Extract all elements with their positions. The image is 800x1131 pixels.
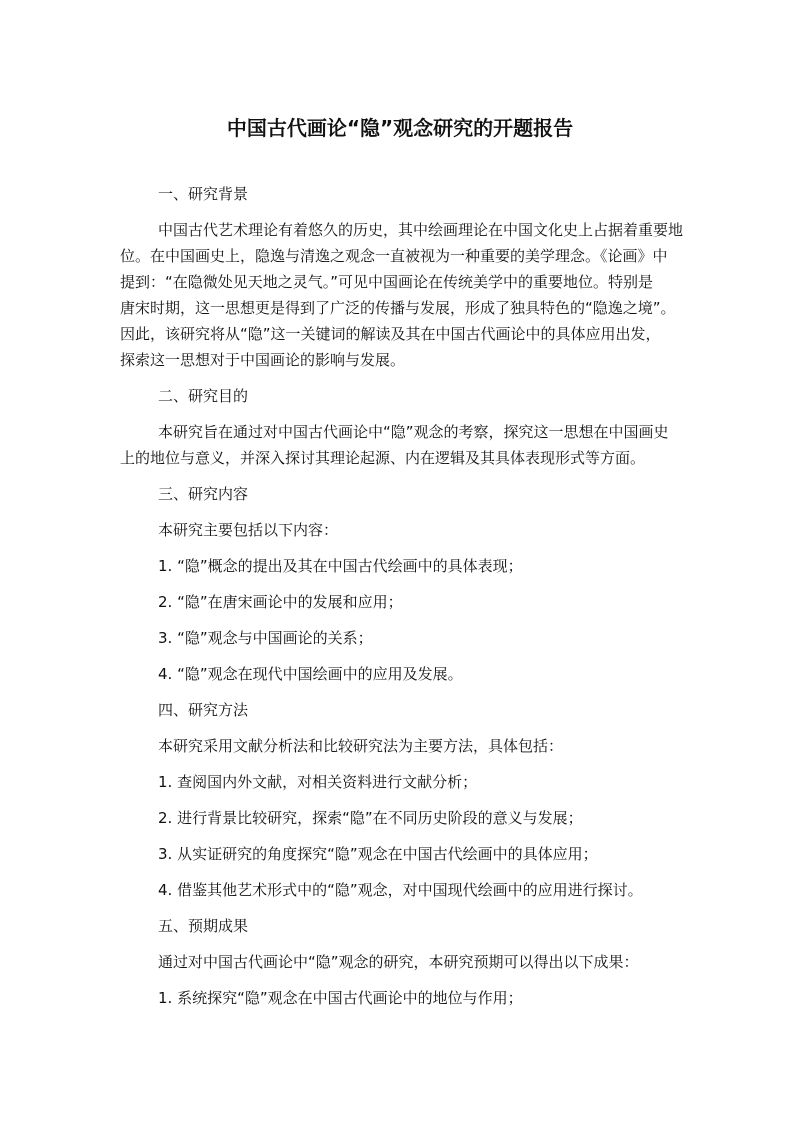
background-paragraph [120, 217, 690, 373]
section-heading-method: 四、研究方法 [158, 701, 249, 719]
list-item: 3. 从实证研究的角度探究“隐”观念在中国古代绘画中的具体应用； [158, 845, 598, 863]
section-heading-content: 三、研究内容 [158, 485, 249, 503]
content-intro: 本研究主要包括以下内容： [158, 521, 339, 539]
list-item: 4. “隐”观念在现代中国绘画中的应用及发展。 [158, 665, 463, 683]
list-item: 1. 查阅国内外文献，对相关资料进行文献分析； [158, 773, 478, 791]
list-item: 4. 借鉴其他艺术形式中的“隐”观念，对中国现代绘画中的应用进行探讨。 [158, 881, 643, 899]
paragraph-line: 本研究旨在通过对中国古代画论中“隐”观念的考察，探究这一思想在中国画史 [158, 423, 669, 441]
outcomes-intro: 通过对中国古代画论中“隐”观念的研究，本研究预期可以得出以下成果： [158, 953, 639, 971]
list-item: 1. 系统探究“隐”观念在中国古代画论中的地位与作用； [158, 989, 523, 1007]
section-heading-outcomes: 五、预期成果 [158, 917, 249, 935]
document-title: 中国古代画论“隐”观念研究的开题报告 [226, 116, 574, 140]
paragraph-line: 探索这一思想对于中国画论的影响与发展。 [120, 351, 406, 369]
paragraph-line: 因此，该研究将从“隐”这一关键词的解读及其在中国古代画论中的具体应用出发， [120, 325, 661, 343]
method-intro: 本研究采用文献分析法和比较研究法为主要方法，具体包括： [158, 737, 564, 755]
paragraph-line: 唐宋时期，这一思想更是得到了广泛的传播与发展，形成了独具特色的“隐逸之境”。 [120, 299, 676, 317]
list-item: 2. 进行背景比较研究，探索“隐”在不同历史阶段的意义与发展； [158, 809, 583, 827]
list-item: 3. “隐”观念与中国画论的关系； [158, 629, 373, 647]
paragraph-line: 中国古代艺术理论有着悠久的历史，其中绘画理论在中国文化史上占据着重要地 [158, 221, 684, 239]
purpose-paragraph [120, 419, 690, 471]
section-heading-purpose: 二、研究目的 [158, 387, 249, 405]
list-item: 2. “隐”在唐宋画论中的发展和应用； [158, 593, 403, 611]
paragraph-line: 提到：“在隐微处见天地之灵气。”可见中国画论在传统美学中的重要地位。特别是 [120, 273, 654, 291]
document-body [120, 181, 690, 1021]
list-item: 1. “隐”概念的提出及其在中国古代绘画中的具体表现； [158, 557, 523, 575]
section-heading-background: 一、研究背景 [158, 185, 249, 203]
paragraph-line: 位。在中国画史上，隐逸与清逸之观念一直被视为一种重要的美学理念。《论画》中 [120, 247, 668, 265]
paragraph-line: 上的地位与意义，并深入探讨其理论起源、内在逻辑及其具体表现形式等方面。 [120, 449, 646, 467]
